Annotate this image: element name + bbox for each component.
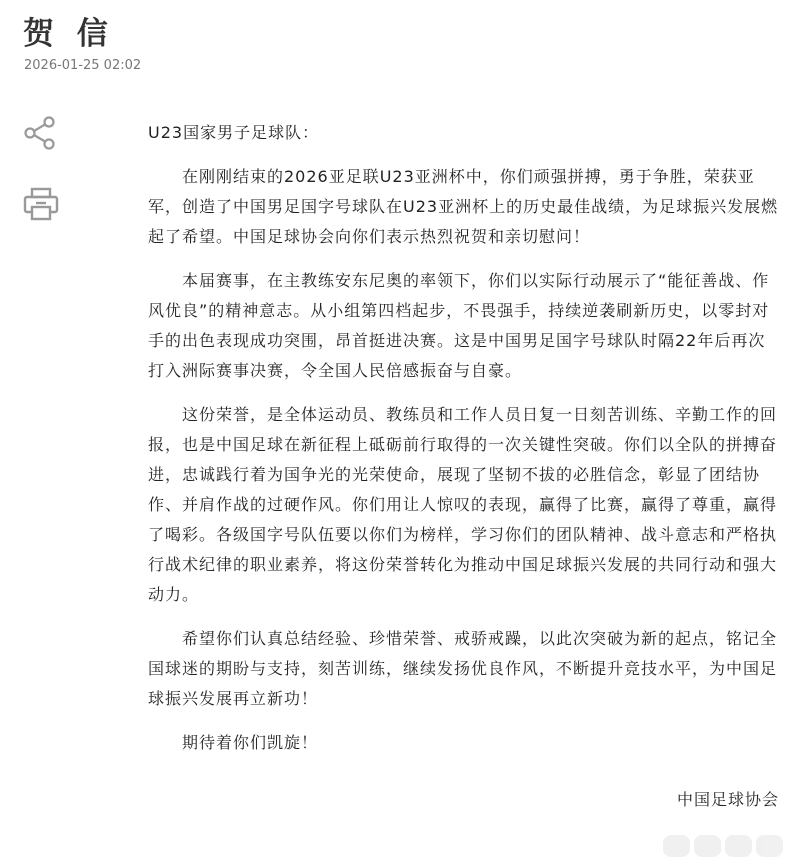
salutation: U23国家男子足球队： [148,123,320,142]
paragraph-line: 国球迷的期盼与支持，刻苦训练，继续发扬优良作风，不断提升竞技水平，为中国足 [148,659,778,678]
paragraph-line: 这份荣誉，是全体运动员、教练员和工作人员日复一日刻苦训练、辛勤工作的回 [182,405,778,424]
print-icon[interactable] [23,186,59,222]
paragraph-line: 了喝彩。各级国字号队伍要以你们为榜样，学习你们的团队精神、战斗意志和严格执 [148,525,778,544]
paragraph-line: 手的出色表现成功突围，昂首挺进决赛。这是中国男足国字号球队时隔22年后再次 [148,331,766,350]
paragraph-line: 希望你们认真总结经验、珍惜荣誉、戒骄戒躁，以此次突破为新的起点，铭记全 [182,629,778,648]
paragraph-line: 进，忠诚践行着为国争光的光荣使命，展现了坚韧不拔的必胜信念，彰显了团结协 [148,465,761,484]
watermark [663,835,783,857]
paragraph [148,624,784,714]
paragraph-line: 作、并肩作战的过硬作风。你们用让人惊叹的表现，赢得了比赛，赢得了尊重，赢得 [148,495,778,514]
paragraph-line: 期待着你们凯旋！ [182,733,319,752]
paragraph-line: 报，也是中国足球在新征程上砥砺前行取得的一次关键性突破。你们以全队的拼搏奋 [148,435,778,454]
share-icon[interactable] [23,115,59,151]
paragraph-line: 本届赛事，在主教练安东尼奥的率领下，你们以实际行动展示了“能征善战、作 [182,271,770,290]
paragraph-line: 在刚刚结束的2026亚足联U23亚洲杯中，你们顽强拼搏，勇于争胜，荣获亚 [182,167,755,186]
letter-body [148,118,784,758]
paragraph [148,162,784,252]
paragraph-line: 打入洲际赛事决赛，令全国人民倍感振奋与自豪。 [148,361,523,380]
paragraph-line: 动力。 [148,585,200,604]
paragraph [148,266,784,386]
paragraph-line: 球振兴发展再立新功！ [148,689,319,708]
paragraph-line: 军，创造了中国男足国字号球队在U23亚洲杯上的历史最佳战绩，为足球振兴发展燃 [148,197,779,216]
article-title: 贺 信 [23,16,114,52]
paragraph [148,728,784,758]
paragraph-line: 风优良”的精神意志。从小组第四档起步，不畏强手，持续逆袭刷新历史，以零封对 [148,301,770,320]
paragraph-line: 行战术纪律的职业素养，将这份荣誉转化为推动中国足球振兴发展的共同行动和强大 [148,555,778,574]
paragraph-line: 起了希望。中国足球协会向你们表示热烈祝贺和亲切慰问！ [148,227,591,246]
signature: 中国足球协会 [676,790,779,809]
publish-date: 2026-01-25 02:02 [24,58,142,73]
paragraph [148,400,784,610]
